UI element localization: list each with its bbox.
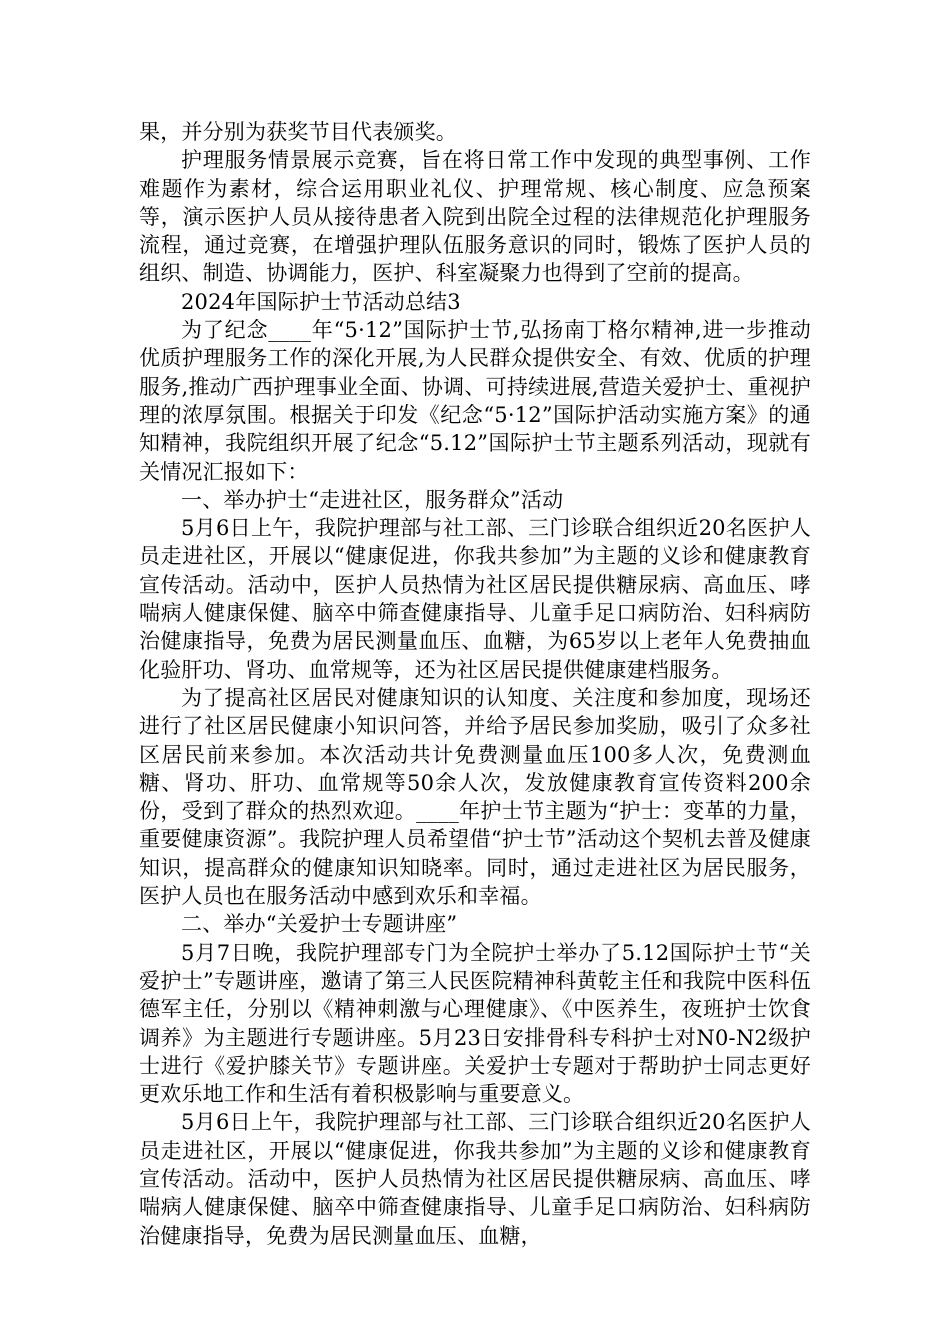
paragraph-community-clinic: 5月6日上午，我院护理部与社工部、三门诊联合组织近20名医护人员走进社区，开展以“健康促进，你我共参加”为主题的义诊和健康教育宣传活动。活动中，医护人员热情为社区居民提供糖尿病、高血压、哮喘病人健康保健、脑卒中筛查健康指导、儿童手足口病防治、妇科病防治健康指导，免费为居民测量血压、血糖，为65岁以上老年人免费抽血化验肝功、肾功、血常规等，还为社区居民提供健康建档服务。 — [139, 516, 811, 682]
paragraph-lecture: 5月7日晚，我院护理部专门为全院护士举办了5.12国际护士节“关爱护士”专题讲座，邀请了第三人民医院精神科黄乾主任和我院中医科伍德军主任，分别以《精神刺激与心理健康》、《中医养生，夜班护士饮食调养》为主题进行专题讲座。5月23日安排骨科专科护士对N0-N2级护士进行《爱护膝关节》专题讲座。关爱护士专题对于帮助护士同志更好更欢乐地工作和生活有着积极影响与重要意义。 — [139, 940, 811, 1107]
paragraph-nursing-competition: 护理服务情景展示竞赛，旨在将日常工作中发现的典型事例、工作难题作为素材，综合运用职业礼仪、护理常规、核心制度、应急预案等，演示医护人员从接待患者入院到出院全过程的法律规范化护理服务流程，通过竞赛，在增强护理队伍服务意识的同时，锻炼了医护人员的组织、制造、协调能力，医护、科室凝聚力也得到了空前的提高。 — [139, 148, 811, 286]
paragraph-continuation: 果，并分别为获奖节目代表颁奖。 — [139, 120, 457, 144]
heading-community-activity: 一、举办护士“走进社区，服务群众”活动 — [181, 487, 564, 512]
heading-lecture: 二、举办“关爱护士专题讲座” — [181, 912, 458, 937]
document-body — [139, 118, 811, 1250]
section-title-summary-3: 2024年国际护士节活动总结3 — [181, 289, 461, 314]
paragraph-intro: 为了纪念____年“5·12”国际护士节,弘扬南丁格尔精神,进一步推动优质护理服务工作的深化开展,为人民群众提供安全、有效、优质的护理服务,推动广西护理事业全面、协调、可持续进展,营造关爱护士、重视护理的浓厚氛围。根据关于印发《纪念“5·12”国际护活动实施方案》的通知精神，我院组织开展了纪念“5.12”国际护士节主题系列活动，现就有关情况汇报如下： — [139, 318, 811, 484]
paragraph-community-clinic-repeat: 5月6日上午，我院护理部与社工部、三门诊联合组织近20名医护人员走进社区，开展以“健康促进，你我共参加”为主题的义诊和健康教育宣传活动。活动中，医护人员热情为社区居民提供糖尿病、高血压、哮喘病人健康保健、脑卒中筛查健康指导、儿童手足口病防治、妇科病防治健康指导，免费为居民测量血压、血糖， — [139, 1110, 811, 1248]
paragraph-health-knowledge: 为了提高社区居民对健康知识的认知度、关注度和参加度，现场还进行了社区居民健康小知识问答，并给予居民参加奖励，吸引了众多社区居民前来参加。本次活动共计免费测量血压100多人次，免费测血糖、肾功、肝功、血常规等50余人次，发放健康教育宣传资料200余份，受到了群众的热烈欢迎。____年护士节主题为“护士：变革的力量，重要健康资源”。我院护理人员希望借“护士节”活动这个契机去普及健康知识，提高群众的健康知识知晓率。同时，通过走进社区为居民服务，医护人员也在服务活动中感到欢乐和幸福。 — [139, 685, 811, 909]
